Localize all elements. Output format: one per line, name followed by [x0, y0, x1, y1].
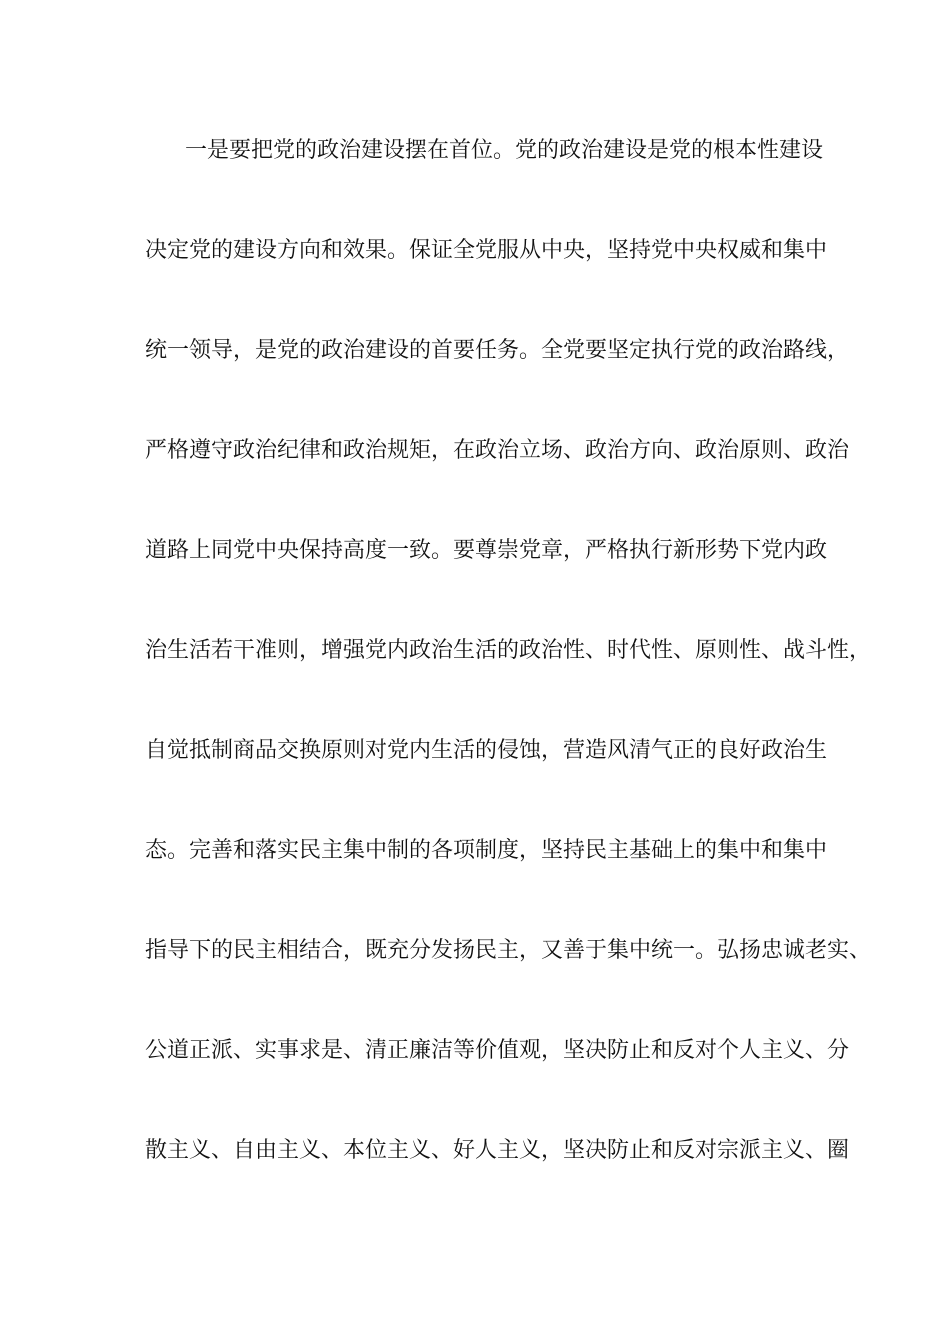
paragraph-line-8: 态。完善和落实民主集中制的各项制度，坚持民主基础上的集中和集中	[145, 838, 828, 863]
paragraph-line-6: 治生活若干准则，增强党内政治生活的政治性、时代性、原则性、战斗性，	[145, 638, 872, 663]
paragraph-line-9: 指导下的民主相结合，既充分发扬民主，又善于集中统一。弘扬忠诚老实、	[145, 938, 872, 963]
paragraph-line-2: 决定党的建设方向和效果。保证全党服从中央，坚持党中央权威和集中	[145, 238, 828, 263]
paragraph-line-11: 散主义、自由主义、本位主义、好人主义，坚决防止和反对宗派主义、圈	[145, 1138, 850, 1163]
paragraph-line-1: 一是要把党的政治建设摆在首位。党的政治建设是党的根本性建设	[185, 138, 824, 163]
paragraph-line-3: 统一领导，是党的政治建设的首要任务。全党要坚定执行党的政治路线，	[145, 338, 850, 363]
paragraph-line-5: 道路上同党中央保持高度一致。要尊崇党章，严格执行新形势下党内政	[145, 538, 828, 563]
body-paragraph	[145, 129, 872, 1229]
paragraph-line-10: 公道正派、实事求是、清正廉洁等价值观，坚决防止和反对个人主义、分	[145, 1038, 850, 1063]
paragraph-line-4: 严格遵守政治纪律和政治规矩，在政治立场、政治方向、政治原则、政治	[145, 438, 850, 463]
paragraph-line-7: 自觉抵制商品交换原则对党内生活的侵蚀，营造风清气正的良好政治生	[145, 738, 828, 763]
